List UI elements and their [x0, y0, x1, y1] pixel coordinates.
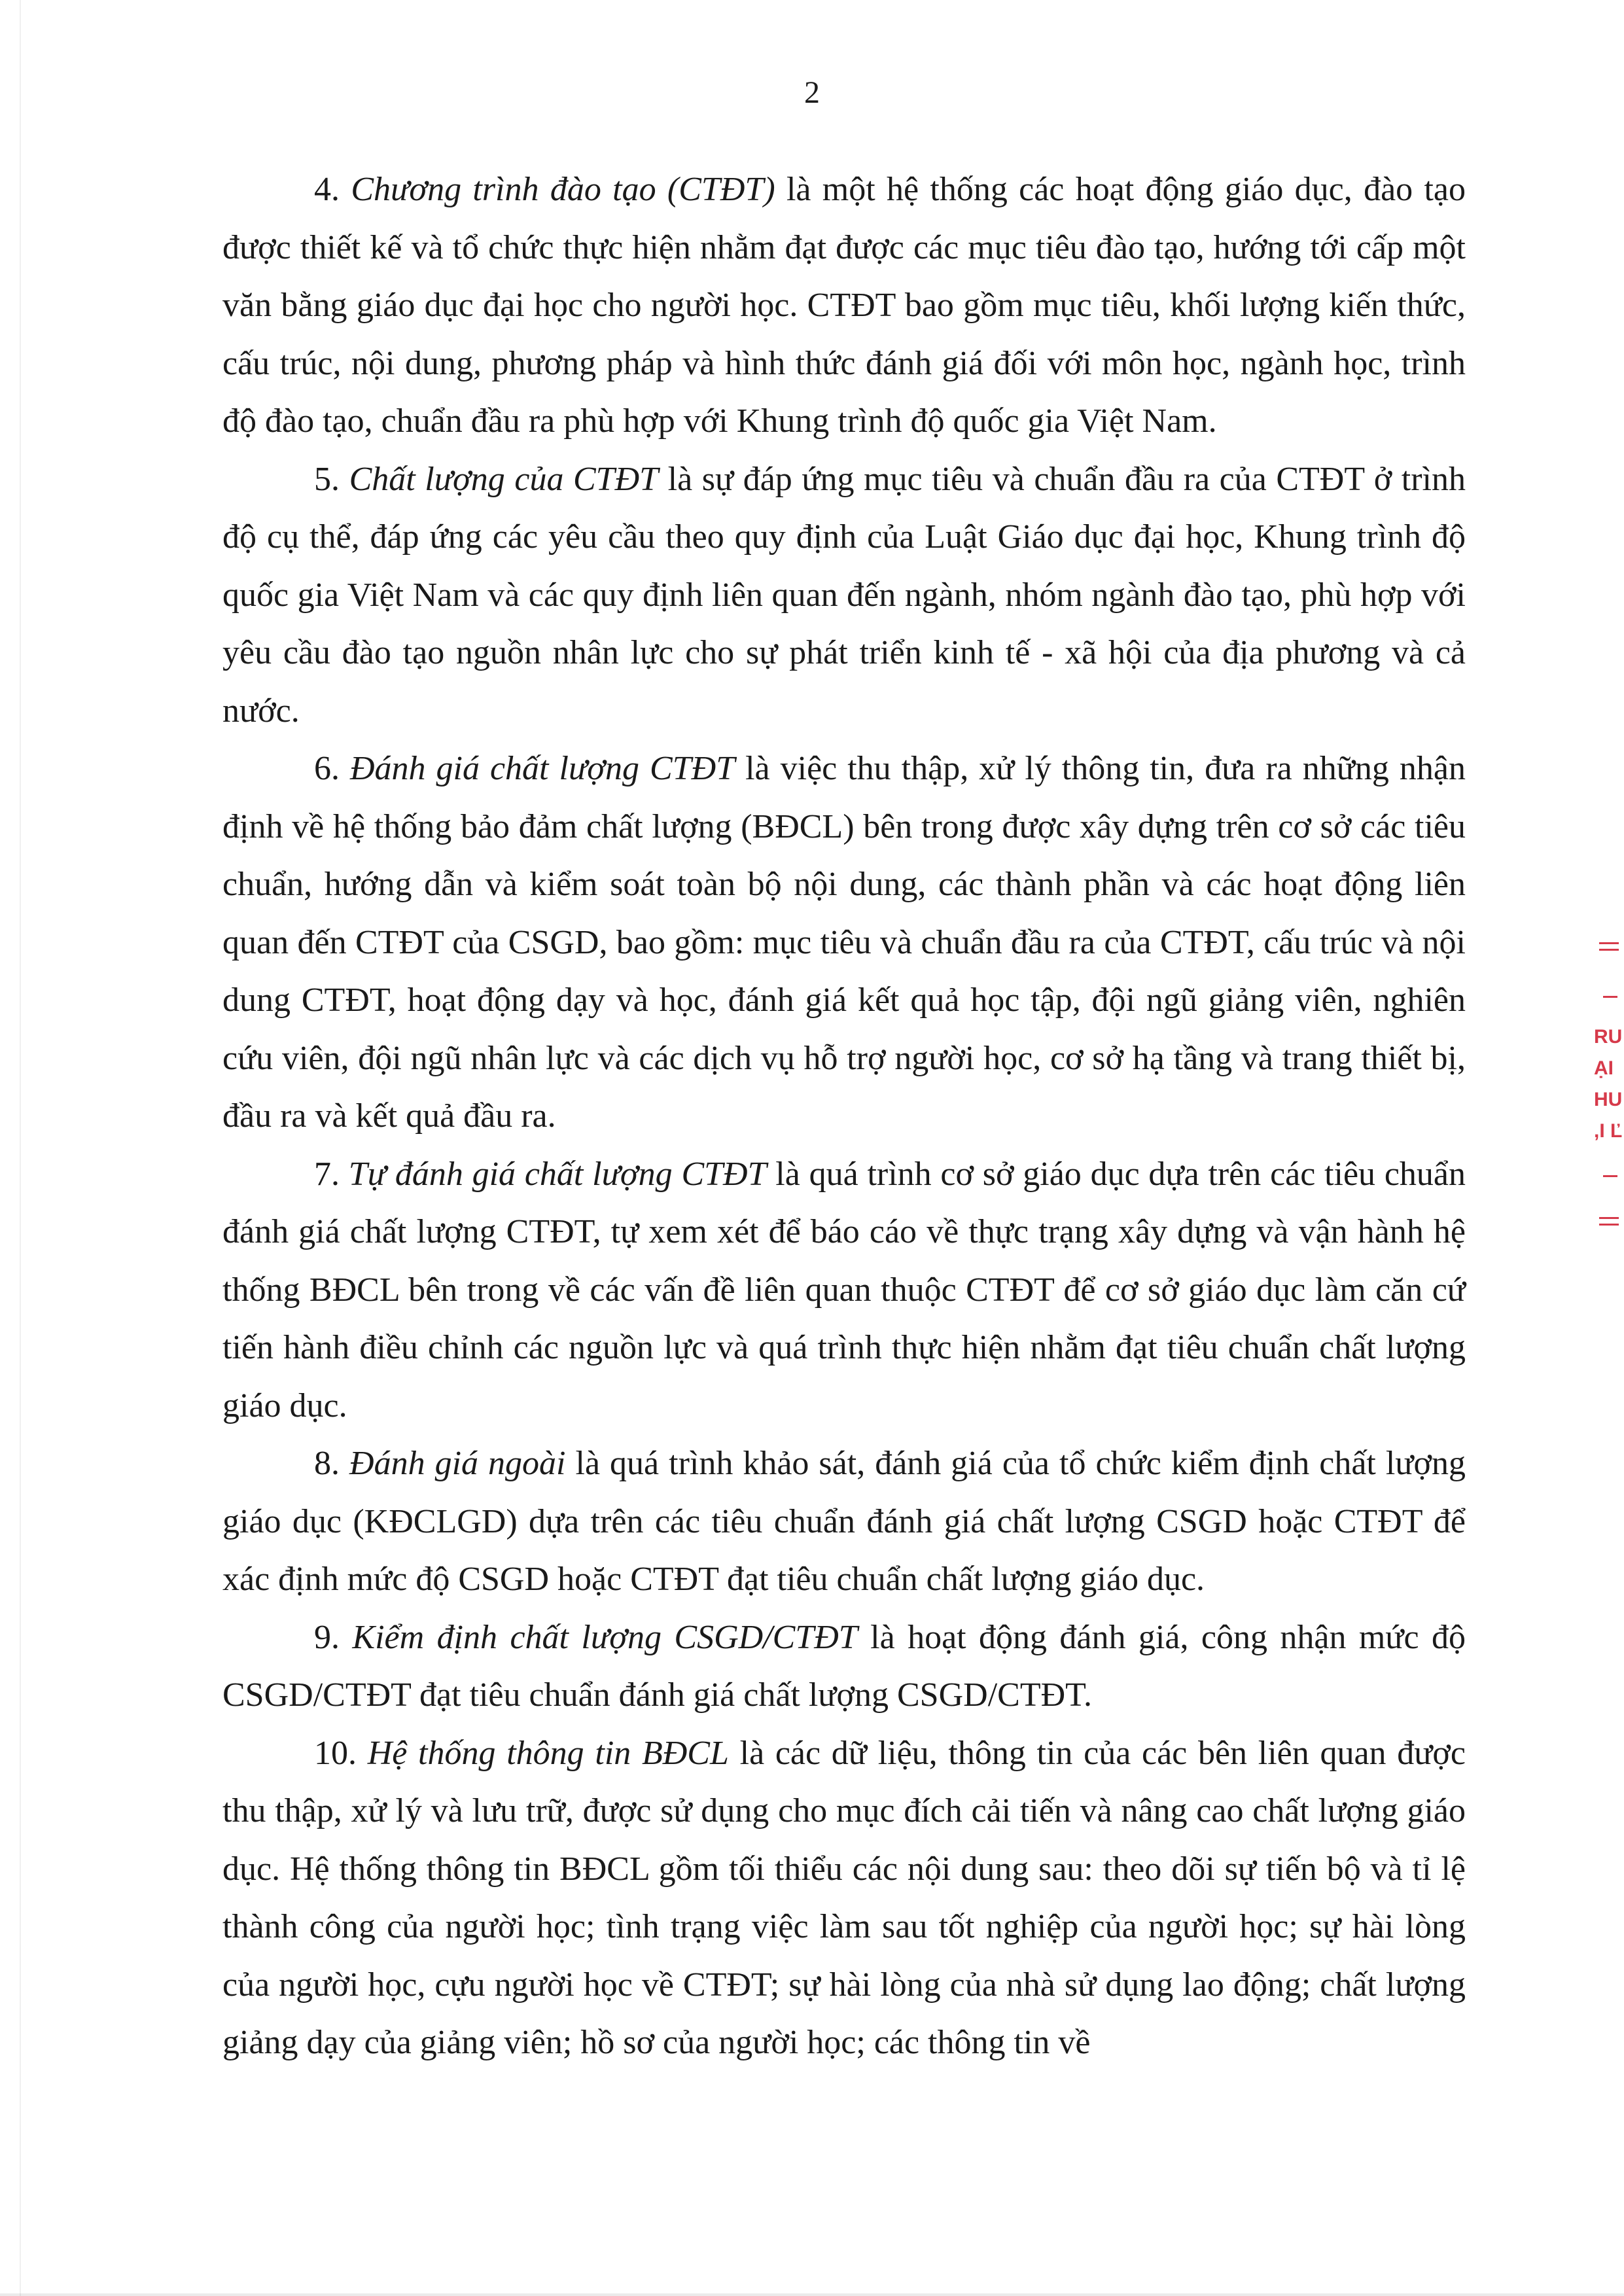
- scan-bottom-edge: [0, 2293, 1624, 2296]
- defined-term: Đánh giá chất lượng CTĐT: [350, 750, 735, 787]
- paragraph-text: là các dữ liệu, thông tin của các bên liên quan được thu thập, xử lý và lưu trữ, được sử dụng cho mục đích cải tiến và nâng cao chất lượng giáo dục. Hệ thống thông tin BĐCL gồm tối thiểu các nội dung sau: theo dõi sự tiến bộ và tỉ lệ thành công của người học; tình trạng việc làm sau tốt nghiệp của người học; sự hài lòng của người học, cựu người học về CTĐT; sự hài lòng của nhà sử dụng lao động; chất lượng giảng dạy của giảng viên; hồ sơ của người học; các thông tin về: [222, 1734, 1466, 2061]
- stamp-text: ,I Ľ: [1594, 1120, 1623, 1142]
- stamp-text: HU: [1594, 1089, 1623, 1110]
- document-body: [222, 161, 1466, 2072]
- defined-term: Chất lượng của CTĐT: [349, 460, 659, 498]
- stamp-text: ẠI: [1594, 1057, 1614, 1079]
- paragraph-number: 8.: [314, 1445, 340, 1482]
- paragraph-text: là việc thu thập, xử lý thông tin, đưa ra những nhận định về hệ thống bảo đảm chất lượng (BĐCL) bên trong được xây dựng trên cơ sở các tiêu chuẩn, hướng dẫn và kiểm soát toàn bộ nội dung, các thành phần và các hoạt động liên quan đến CTĐT của CSGD, bao gồm: mục tiêu và chuẩn đầu ra của CTĐT, cấu trúc và nội dung CTĐT, hoạt động dạy và học, đánh giá kết quả học tập, đội ngũ giảng viên, nghiên cứu viên, đội ngũ nhân lực và các dịch vụ hỗ trợ người học, cơ sở hạ tầng và trang thiết bị, đầu ra và kết quả đầu ra.: [222, 750, 1466, 1135]
- paragraph-number: 7.: [314, 1155, 340, 1193]
- paragraph-9: [222, 1609, 1466, 1725]
- paragraph-5: [222, 451, 1466, 741]
- paragraph-8: [222, 1435, 1466, 1609]
- stamp-rule: [1603, 996, 1617, 998]
- stamp-text: RU: [1594, 1026, 1623, 1048]
- stamp-rule: [1599, 949, 1619, 951]
- paragraph-text: là một hệ thống các hoạt động giáo dục, đào tạo được thiết kế và tổ chức thực hiện nhằm đạt được các mục tiêu đào tạo, hướng tới cấp một văn bằng giáo dục đại học cho người học. CTĐT bao gồm mục tiêu, khối lượng kiến thức, cấu trúc, nội dung, phương pháp và hình thức đánh giá đối với môn học, ngành học, trình độ đào tạo, chuẩn đầu ra phù hợp với Khung trình độ quốc gia Việt Nam.: [222, 171, 1466, 440]
- paragraph-number: 6.: [314, 750, 340, 787]
- paragraph-text: là sự đáp ứng mục tiêu và chuẩn đầu ra của CTĐT ở trình độ cụ thể, đáp ứng các yêu cầu theo quy định của Luật Giáo dục đại học, Khung trình độ quốc gia Việt Nam và các quy định liên quan đến ngành, nhóm ngành đào tạo, phù hợp với yêu cầu đào tạo nguồn nhân lực cho sự phát triển kinh tế - xã hội của địa phương và cả nước.: [222, 460, 1466, 730]
- stamp-rule: [1599, 1224, 1619, 1226]
- defined-term: Kiểm định chất lượng CSGD/CTĐT: [352, 1618, 858, 1656]
- paragraph-text: là quá trình khảo sát, đánh giá của tổ chức kiểm định chất lượng giáo dục (KĐCLGD) dựa trên các tiêu chuẩn đánh giá chất lượng CSGD hoặc CTĐT để xác định mức độ CSGD hoặc CTĐT đạt tiêu chuẩn chất lượng giáo dục.: [222, 1445, 1466, 1598]
- paragraph-number: 4.: [314, 171, 340, 208]
- page-number: 2: [804, 75, 820, 110]
- paragraph-7: [222, 1146, 1466, 1436]
- defined-term: Đánh giá ngoài: [349, 1445, 566, 1482]
- defined-term: Tự đánh giá chất lượng CTĐT: [348, 1155, 767, 1193]
- defined-term: Hệ thống thông tin BĐCL: [367, 1734, 729, 1772]
- paragraph-4: [222, 161, 1466, 451]
- scan-edge-shadow: [20, 0, 21, 2296]
- paragraph-10: [222, 1725, 1466, 2072]
- stamp-rule: [1603, 1175, 1617, 1177]
- defined-term: Chương trình đào tạo (CTĐT): [351, 171, 775, 208]
- paragraph-6: [222, 740, 1466, 1146]
- paragraph-number: 9.: [314, 1618, 340, 1656]
- stamp-rule: [1599, 942, 1619, 944]
- paragraph-text: là quá trình cơ sở giáo dục dựa trên các tiêu chuẩn đánh giá chất lượng CTĐT, tự xem xét để báo cáo về thực trạng xây dựng và vận hành hệ thống BĐCL bên trong về các vấn đề liên quan thuộc CTĐT để cơ sở giáo dục làm căn cứ tiến hành điều chỉnh các nguồn lực và quá trình thực hiện nhằm đạt tiêu chuẩn chất lượng giáo dục.: [222, 1155, 1466, 1424]
- stamp-rule: [1599, 1217, 1619, 1219]
- paragraph-number: 10.: [314, 1734, 357, 1772]
- paragraph-number: 5.: [314, 460, 340, 498]
- paragraph-text: là hoạt động đánh giá, công nhận mức độ CSGD/CTĐT đạt tiêu chuẩn đánh giá chất lượng CSGD/CTĐT.: [222, 1618, 1466, 1714]
- red-seal-stamp-fragment: [1593, 942, 1624, 1243]
